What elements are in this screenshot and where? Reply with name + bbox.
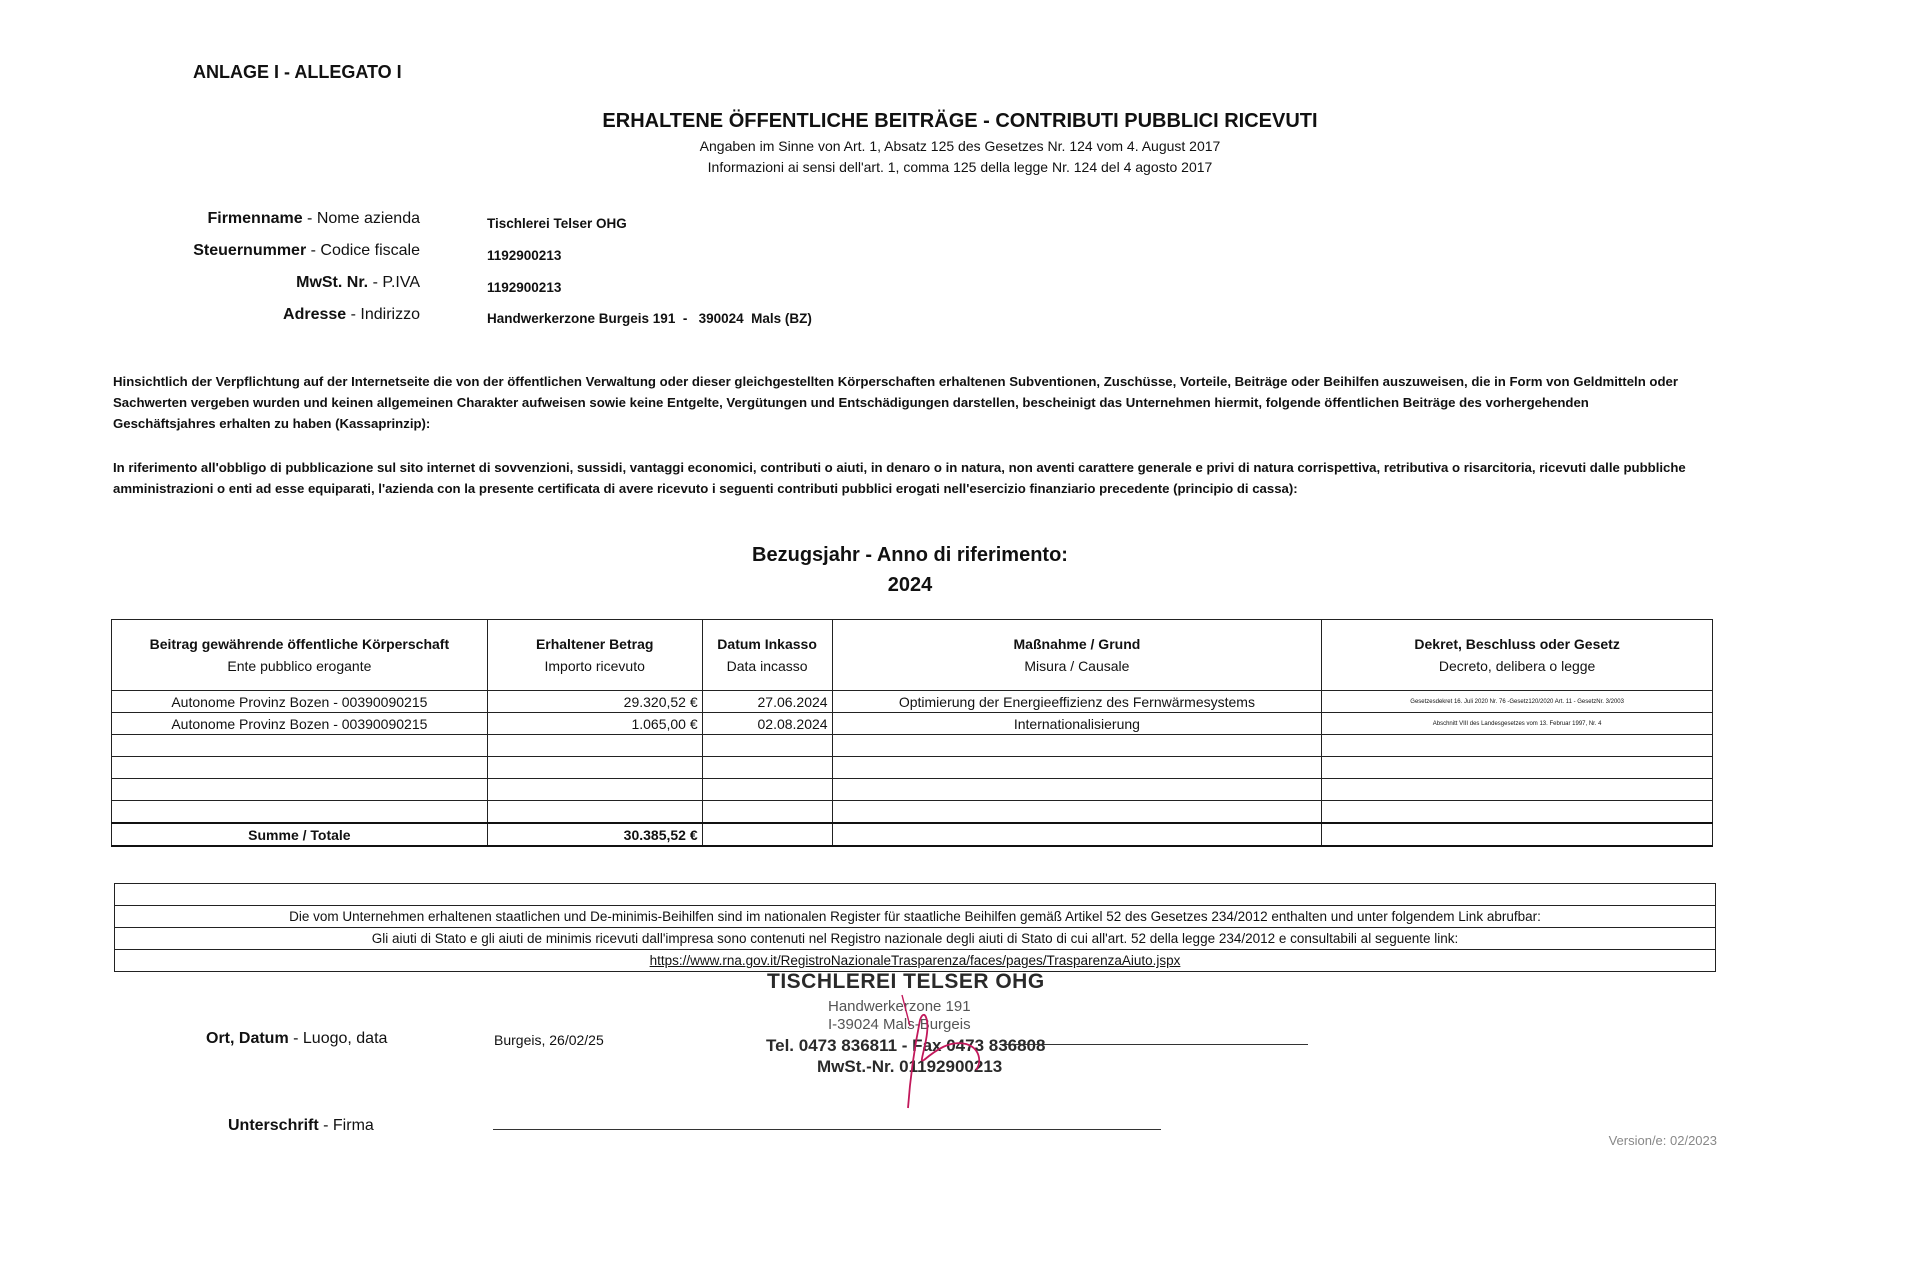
date-cell: 02.08.2024 <box>702 713 832 735</box>
address-value: Handwerkerzone Burgeis 191 - 390024 Mals (BZ) <box>487 311 812 326</box>
place-date-label: Ort, Datum - Luogo, data <box>206 1030 388 1047</box>
table-row <box>112 691 1713 713</box>
column-header-decree: Dekret, Beschluss oder Gesetz Decreto, delibera o legge <box>1322 620 1713 691</box>
stamp-vat: MwSt.-Nr. 01192900213 <box>817 1057 1003 1076</box>
column-header-date: Datum Inkasso Data incasso <box>702 620 832 691</box>
decree-cell: Gesetzesdekret 16. Juli 2020 Nr. 76 -Gesetz120/2020 Art. 11 - GesetzNr. 3/2003 <box>1322 691 1713 713</box>
entity-cell: Autonome Provinz Bozen - 00390090215 <box>112 713 488 735</box>
subtitle-de: Angaben im Sinne von Art. 1, Absatz 125 des Gesetzes Nr. 124 vom 4. August 2017 <box>699 138 1221 154</box>
sum-label: Summe / Totale <box>112 823 488 846</box>
empty-table-row <box>112 779 1713 801</box>
annex-label: ANLAGE I - ALLEGATO I <box>193 62 402 82</box>
empty-table-row <box>112 801 1713 824</box>
reference-year-value: 2024 <box>887 574 933 596</box>
amount-cell: 1.065,00 € <box>487 713 702 735</box>
register-spacer-row <box>115 884 1716 906</box>
state-aid-register-box <box>114 883 1716 972</box>
place-date-value: Burgeis, 26/02/25 <box>494 1032 604 1048</box>
sum-row <box>112 823 1713 846</box>
column-header-entity: Beitrag gewährende öffentliche Körperschaft Ente pubblico erogante <box>112 620 488 691</box>
stamp-address-line1: Handwerkerzone 191 <box>828 998 971 1015</box>
date-cell: 27.06.2024 <box>702 691 832 713</box>
tax-number-label: Steuernummer - Codice fiscale <box>193 242 420 259</box>
column-header-measure: Maßnahme / Grund Misura / Causale <box>832 620 1322 691</box>
decree-cell: Abschnitt VIII des Landesgesetzes vom 13. Februar 1997, Nr. 4 <box>1322 713 1713 735</box>
company-name-label: Firmenname - Nome azienda <box>207 210 420 227</box>
column-header-amount: Erhaltener Betrag Importo ricevuto <box>487 620 702 691</box>
table-row <box>112 713 1713 735</box>
contributions-table <box>111 619 1713 847</box>
declaration-paragraph-it: In riferimento all'obbligo di pubblicazione sul sito internet di sovvenzioni, sussidi, vantaggi economici, contributi o aiuti, in denaro o in natura, non aventi carattere generale e privi di natura corrispettiva, retributiva o risarcitoria, ricevuti dalle pubbliche amministrazioni o enti ad esse equiparati, l'azienda con la presente certificata di avere ricevuto i seguenti contributi pubblici erogati nell'esercizio finanziario precedente (principio di cassa): <box>113 460 1686 496</box>
signature-line <box>493 1129 1161 1130</box>
measure-cell: Optimierung der Energieeffizienz des Fernwärmesystems <box>832 691 1322 713</box>
table-header-row <box>112 620 1713 691</box>
stamp-phone: Tel. 0473 836811 - Fax 0473 836808 <box>766 1036 1046 1055</box>
sum-value: 30.385,52 € <box>487 823 702 846</box>
empty-table-row <box>112 757 1713 779</box>
reference-year-label: Bezugsjahr - Anno di riferimento: <box>752 544 1068 566</box>
subtitle-it: Informazioni ai sensi dell'art. 1, comma 125 della legge Nr. 124 del 4 agosto 2017 <box>707 159 1213 175</box>
entity-cell: Autonome Provinz Bozen - 00390090215 <box>112 691 488 713</box>
handwritten-signature <box>880 990 1020 1120</box>
register-text-de: Die vom Unternehmen erhaltenen staatlichen und De-minimis-Beihilfen sind im nationalen Register für staatliche Beihilfen gemäß Artikel 52 des Gesetzes 234/2012 enthalten und unter folgendem Link abrufbar: <box>115 906 1716 928</box>
place-date-line <box>1000 1044 1308 1045</box>
declaration-paragraph-de: Hinsichtlich der Verpflichtung auf der Internetseite die von der öffentlichen Verwaltung oder dieser gleichgestellten Körperschaften erhaltenen Subventionen, Zuschüsse, Vorteile, Beiträge oder Beihilfen auszuweisen, die in Form von Geldmitteln oder Sachwerten vergeben wurden und keinen allgemeinen Charakter aufweisen sowie keine Entgelte, Vergütungen und Entschädigungen darstellen, bescheinigt das Unternehmen hiermit, folgende öffentlichen Beiträge des vorhergehenden Geschäftsjahres erhalten zu haben (Kassaprinzip): <box>113 374 1678 431</box>
vat-number-value: 1192900213 <box>487 280 562 295</box>
document-title: ERHALTENE ÖFFENTLICHE BEITRÄGE - CONTRIBUTI PUBBLICI RICEVUTI <box>602 110 1318 132</box>
tax-number-value: 1192900213 <box>487 248 562 263</box>
vat-number-label: MwSt. Nr. - P.IVA <box>296 274 420 291</box>
empty-table-row <box>112 735 1713 757</box>
address-label: Adresse - Indirizzo <box>283 306 420 323</box>
register-text-it: Gli aiuti di Stato e gli aiuti de minimis ricevuti dall'impresa sono contenuti nel Registro nazionale degli aiuti di Stato di cui all'art. 52 della legge 234/2012 e consultabili al seguente link: <box>115 928 1716 950</box>
stamp-company-name: TISCHLEREI TELSER OHG <box>767 970 1045 993</box>
measure-cell: Internationalisierung <box>832 713 1322 735</box>
amount-cell: 29.320,52 € <box>487 691 702 713</box>
company-name-value: Tischlerei Telser OHG <box>487 216 627 231</box>
version-label: Version/e: 02/2023 <box>1608 1133 1717 1148</box>
register-link-cell <box>115 950 1716 972</box>
register-link[interactable]: https://www.rna.gov.it/RegistroNazionaleTrasparenza/faces/pages/TrasparenzaAiuto.jspx <box>649 953 1181 968</box>
stamp-address-line2: I-39024 Mals-Burgeis <box>828 1016 971 1033</box>
signature-label: Unterschrift - Firma <box>228 1117 374 1134</box>
